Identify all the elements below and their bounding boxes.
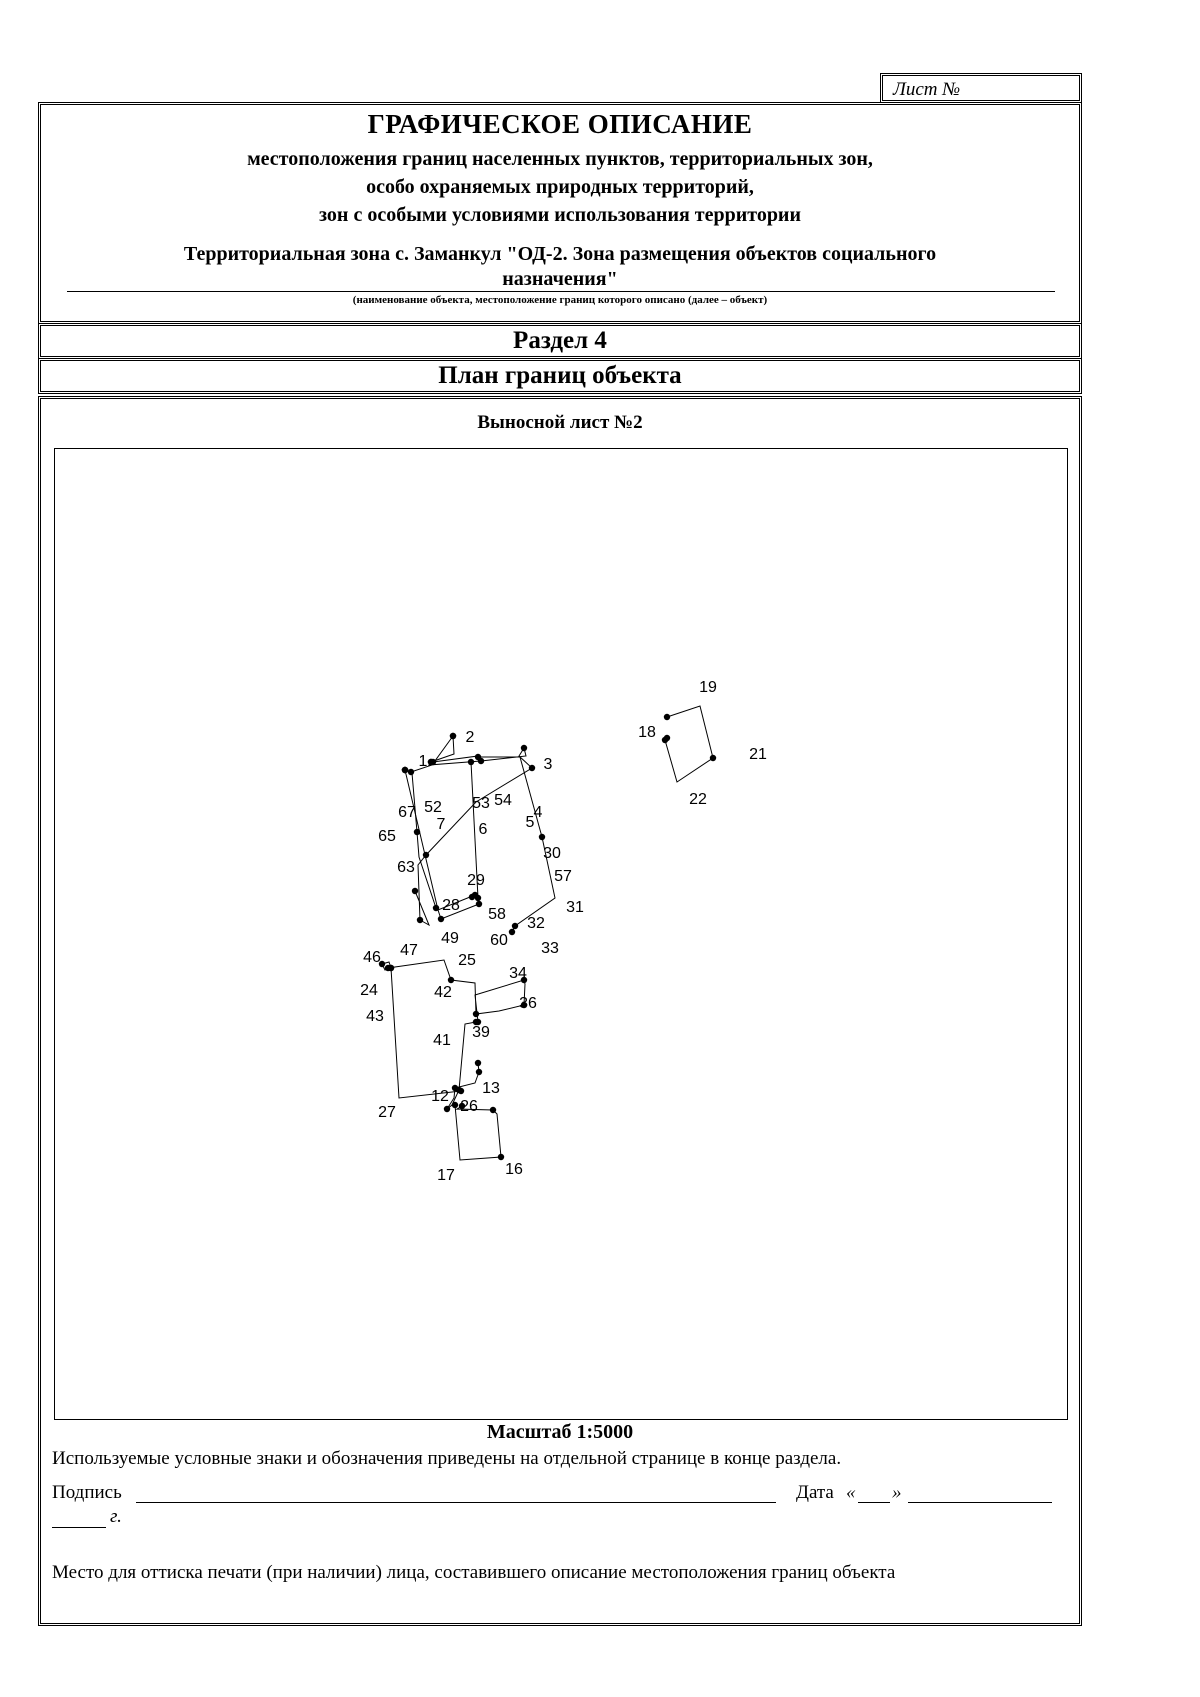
point-label-47: 47	[400, 942, 418, 959]
legend-note: Используемые условные знаки и обозначения приведены на отдельной странице в конце раздела.	[52, 1448, 842, 1469]
boundary-point	[452, 1102, 458, 1108]
boundary-point	[539, 834, 545, 840]
boundary-point	[490, 1107, 496, 1113]
boundary-point	[476, 1069, 482, 1075]
sheet-number-box	[880, 73, 1082, 103]
boundary-point	[473, 1011, 479, 1017]
point-label-17: 17	[437, 1167, 455, 1184]
point-label-26: 26	[460, 1098, 478, 1115]
point-label-18: 18	[638, 724, 656, 741]
boundary-point	[475, 1060, 481, 1066]
point-label-16: 16	[505, 1161, 523, 1178]
point-label-29: 29	[467, 872, 485, 889]
point-label-46: 46	[363, 949, 381, 966]
subtitle-line-3: зон с особыми условиями использования территории	[319, 204, 801, 226]
document-title: ГРАФИЧЕСКОЕ ОПИСАНИЕ	[367, 109, 753, 139]
header-block	[38, 102, 1082, 324]
stamp-note: Место для оттиска печати (при наличии) лица, составившего описание местоположения границ объекта	[52, 1562, 896, 1583]
point-label-65: 65	[378, 828, 396, 845]
point-label-30: 30	[543, 845, 561, 862]
object-name-line-2: назначения"	[502, 268, 618, 290]
boundary-point	[438, 916, 444, 922]
point-label-53: 53	[472, 795, 490, 812]
boundary-point	[430, 759, 436, 765]
boundary-point	[388, 965, 394, 971]
boundary-point	[412, 888, 418, 894]
boundary-point	[509, 929, 515, 935]
point-label-27: 27	[378, 1104, 396, 1121]
boundary-point	[408, 769, 414, 775]
point-label-4: 4	[533, 804, 543, 821]
date-open-quote: «	[846, 1482, 856, 1503]
signature-line[interactable]	[136, 1502, 776, 1503]
boundary-point	[417, 917, 423, 923]
boundary-point	[423, 852, 429, 858]
boundary-point	[452, 1085, 458, 1091]
object-name-line-1: Территориальная зона с. Заманкул "ОД-2. Зона размещения объектов социального	[183, 243, 937, 265]
point-label-57: 57	[554, 868, 572, 885]
plan-title-box	[38, 358, 1082, 394]
plan-title: План границ объекта	[438, 362, 682, 389]
point-label-7: 7	[436, 816, 446, 833]
boundary-segment	[382, 960, 525, 1022]
section-title: Раздел 4	[513, 327, 607, 354]
subtitle-line-1: местоположения границ населенных пунктов, территориальных зон,	[247, 148, 873, 170]
date-month-line[interactable]	[908, 1502, 1052, 1503]
point-label-34: 34	[509, 965, 527, 982]
point-label-39: 39	[472, 1024, 490, 1041]
point-labels	[360, 679, 767, 1184]
point-label-28: 28	[442, 897, 460, 914]
map-frame	[54, 448, 1068, 1420]
point-label-54: 54	[494, 792, 512, 809]
signature-label: Подпись	[52, 1482, 122, 1503]
point-label-33: 33	[541, 940, 559, 957]
date-label: Дата	[796, 1482, 834, 1503]
point-label-43: 43	[366, 1008, 384, 1025]
boundary-point	[476, 901, 482, 907]
date-year-line[interactable]	[52, 1527, 106, 1528]
boundary-point	[414, 829, 420, 835]
point-label-24: 24	[360, 982, 378, 999]
boundary-point	[450, 733, 456, 739]
boundary-segment	[665, 706, 713, 782]
boundary-point	[469, 894, 475, 900]
sheet-title: Выносной лист №2	[477, 412, 643, 433]
point-label-2: 2	[465, 729, 475, 746]
point-label-31: 31	[566, 899, 584, 916]
object-name-underline	[67, 291, 1055, 292]
point-label-32: 32	[527, 915, 545, 932]
section-box	[38, 323, 1082, 359]
boundary-point	[475, 895, 481, 901]
scale-label: Масштаб 1:5000	[486, 1421, 634, 1443]
boundary-point	[433, 905, 439, 911]
point-label-21: 21	[749, 746, 767, 763]
date-close-quote: »	[892, 1482, 902, 1503]
point-label-12: 12	[431, 1088, 449, 1105]
point-label-60: 60	[490, 932, 508, 949]
point-label-6: 6	[478, 821, 488, 838]
boundary-point	[521, 745, 527, 751]
point-label-36: 36	[519, 995, 537, 1012]
point-label-42: 42	[434, 984, 452, 1001]
boundary-point	[475, 754, 481, 760]
point-label-58: 58	[488, 906, 506, 923]
sheet-number-label: Лист №	[893, 79, 961, 100]
point-label-19: 19	[699, 679, 717, 696]
subtitle-line-2: особо охраняемых природных территорий,	[366, 176, 754, 198]
boundary-point	[710, 755, 716, 761]
boundary-point	[664, 735, 670, 741]
point-label-63: 63	[397, 859, 415, 876]
point-label-1: 1	[418, 753, 428, 770]
boundary-point	[664, 714, 670, 720]
point-label-67: 67	[398, 804, 416, 821]
boundary-point	[458, 1088, 464, 1094]
date-day-line[interactable]	[858, 1502, 890, 1503]
point-label-49: 49	[441, 930, 459, 947]
point-label-13: 13	[482, 1080, 500, 1097]
boundary-point	[468, 759, 474, 765]
boundary-point	[512, 923, 518, 929]
boundary-points	[379, 714, 716, 1160]
year-suffix: г.	[110, 1506, 122, 1527]
boundary-point	[529, 765, 535, 771]
boundary-plan-map	[55, 449, 1066, 1418]
point-label-3: 3	[543, 756, 553, 773]
point-label-52: 52	[424, 799, 442, 816]
boundary-point	[444, 1106, 450, 1112]
boundary-segment	[405, 736, 453, 772]
point-label-41: 41	[433, 1032, 451, 1049]
point-label-5: 5	[525, 814, 535, 831]
boundary-point	[448, 977, 454, 983]
object-caption: (наименование объекта, местоположение границ которого описано (далее – объект)	[352, 294, 768, 306]
point-label-22: 22	[689, 791, 707, 808]
boundary-point	[402, 767, 408, 773]
point-label-25: 25	[458, 952, 476, 969]
boundary-point	[498, 1154, 504, 1160]
